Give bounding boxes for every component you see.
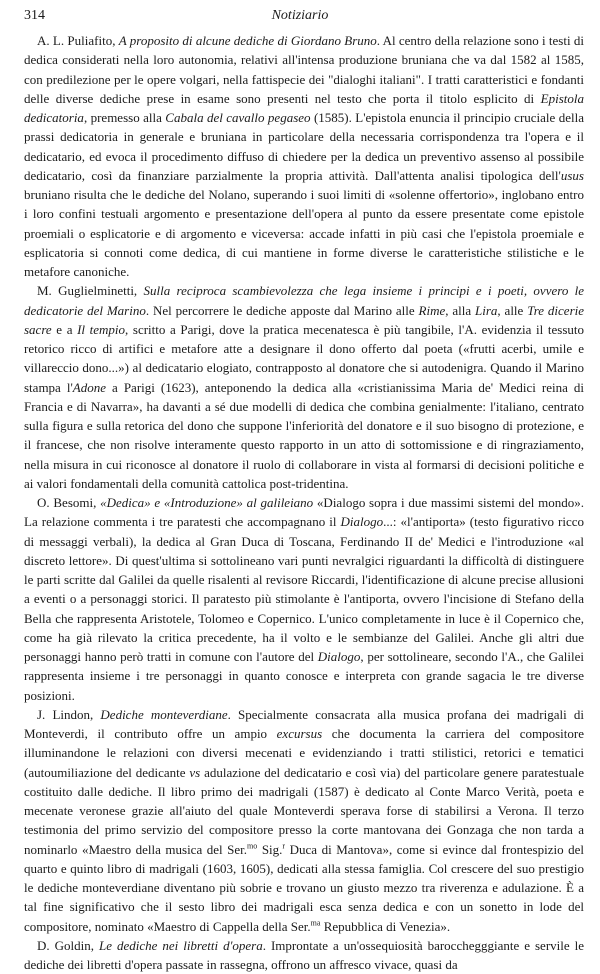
text-run: Duca di Mantova», come si evince dal frontespizio del quarto e quinto libro di madrigali (1603, 1605), dedicati alla stessa famiglia. Col crescere del suo prestigio le dediche monteverdiane diventano più sobrie e trovano un giusto mezzo tra riverenza e adulazione. È a tal fine significativo che il sesto libro dei madrigali esca senza dedica e con un sonetto in lode del compositore, nominato «Maestro di Cappella della Ser. <box>24 841 585 934</box>
text-run: M. Guglielminetti, <box>37 283 144 299</box>
text-run: O. Besomi, <box>37 495 101 510</box>
text-run: che documenta la carriera del compositore illuminandone le relazioni con diversi mecenati e evidenziando i tratti stilistici, retorici e tematici (autoumiliazione del dedicante <box>24 726 585 780</box>
italic-text: Lira <box>475 302 498 318</box>
text-run: bruniano risulta che le dediche del Nolano, superando i suoi limiti di «solenne offertorio», inglobano entro i loro confini testuali argomento e presentazione dell'opera al punto da essere presentate come epistole proemiali o esplicatorie e di argomento e viceversa: accade infatti in più casi che l'epistola proemiale e esplicatoria si connoti come dedica, di cui mantiene in forme diverse le caratteristiche stilistiche e le metafore canoniche. <box>24 187 584 279</box>
running-header <box>24 4 576 26</box>
italic-text: Epistola dedicatoria <box>24 90 584 125</box>
entry-guglielminetti <box>24 281 584 493</box>
text-run: . Al centro della relazione sono i testi di dedica considerati nella loro autonomia, relativi all'intensa produzione bruniana che va dal 1582 al 1585, con predilezione per le opere volgari, nella fattispecie dei "dialoghi italiani". I tratti caratteristici e fondanti delle diverse dediche prese in esame sono presenti nel testo che porta il titolo esplicito di <box>24 33 584 106</box>
italic-text: Tre dicerie sacre <box>24 302 585 337</box>
text-run: , premesso alla <box>83 110 166 125</box>
entry-lindon <box>24 705 584 936</box>
page-number: 314 <box>24 8 45 23</box>
text-run: ...: «l'antiporta» (testo figurativo ricco di messaggi verbali), la dedica al Gran Duca di Toscana, Ferdinando II de' Medici e l'introduzione «al discreto lettore». Di quest'ultima si sottolineano vari punti nevralgici riguardanti la difficoltà di distinguere le parti scritte dal Galilei da quelle risalenti al revisore Riccardi, l'identificazione di alcune precise allusioni a eventi o a personaggi storici. Il paratesto più stimolante è l'antiporta, ovvero l'incisione di Stefano della Bella che rappresenta Aristotele, Tolomeo e Copernico. L'unico completamente in luce è il Copernico che, come ha già rilevato la critica precedente, ha il volto e le sembianze del Galilei. Anche gli altri due personaggi hanno però tratti in comune con l'autore del <box>24 514 584 664</box>
text-run: a Parigi (1623), anteponendo la dedica alla «cristianissima Maria de' Medici reina di Francia e di Navarra», ha davanti a sé due modelli di dedica che combina genialmente: l'italiano, centrato sulla figura e sulla retorica del dono che suppone l'inferiorità del donatore e il suo bisogno di protezione, e il francese, che non risolve interamente questo rapporto in un atto di sottomissione e di ringraziamento, nella misura in cui riconosce al donatore il ruolo di collaborare in vista al formarsi di decisioni politiche e ai valori fondamentali della comunità cattolica post-tridentina. <box>24 379 584 491</box>
italic-text: Adone <box>72 379 107 395</box>
entry-goldin <box>24 936 584 974</box>
text-run: , alla <box>445 302 476 318</box>
text-run: . Nel percorrere le dediche apposte dal Marino alle <box>145 302 419 318</box>
italic-text: Rime <box>418 302 446 318</box>
superscript-text: mo <box>247 841 258 851</box>
italic-text: Dediche monteverdiane <box>100 706 228 722</box>
superscript-text: ma <box>310 918 321 928</box>
italic-text: Dialogo <box>340 514 384 530</box>
text-run: . Improntate a un'ossequiosità barocchegggiante e servile le dediche dei libretti d'opera passate in rassegna, offrono un affresco vivace, quasi da <box>24 937 585 972</box>
superscript-text: r <box>282 841 286 851</box>
text-run: J. Lindon, <box>37 706 101 722</box>
text-run: Repubblica di Venezia». <box>320 918 451 934</box>
italic-text: usus <box>560 167 584 183</box>
entry-besomi <box>24 493 584 705</box>
italic-text: «Dedica» e «Introduzione» al galileiano <box>100 495 314 510</box>
italic-text: Cabala del cavallo pegaseo <box>165 110 311 125</box>
running-title: Notiziario <box>271 8 329 23</box>
text-run: . Specialmente consacrata alla musica profana dei madrigali di Monteverdi, il contributo offre un ampio <box>24 706 584 741</box>
text-run: adulazione del dedicatario e così via) del particolare genere paratestuale costituito dalle dediche. Il libro primo dei madrigali (1587) è dedicato al Conte Marco Verità, poeta e mecenate veronese grazie all'aiuto del quale Monteverdi sperava forse di stabilirsi a Verona. Il terzo testimonia del primo servizio del compositore presso la corte mantovana dei Gonzaga che non tarda a nominarlo «Maestro della musica del Ser. <box>24 764 584 857</box>
text-run: (1585). L'epistola enuncia il principio cruciale della prassi dedicatoria in generale e bruniana in particolare della necessaria corrispondenza tra l'opera e il dedicatario, ed evoca il procedimento diffuso di chiedere per la dedica un preventivo assenso al possibile dedicatario, così da finanziare parzialmente la propria attività. Dall'attenta analisi tipologica dell' <box>24 110 584 183</box>
italic-text: vs <box>189 764 201 780</box>
italic-text: Il tempio <box>77 321 126 337</box>
entry-puliafito <box>24 31 584 281</box>
text-run: D. Goldin, <box>37 937 99 953</box>
text-run: , alle <box>497 302 528 318</box>
italic-text: Sulla reciproca scambievolezza che lega insieme i principi e i poeti, ovvero le dedicatorie del Marino <box>24 283 584 318</box>
italic-text: excursus <box>276 726 323 741</box>
italic-text: Le dediche nei libretti d'opera <box>98 937 263 953</box>
text-run: e a <box>51 321 78 337</box>
text-run: «Dialogo sopra i due massimi sistemi del mondo». La relazione commenta i tre paratesti che accompagnano il <box>24 495 584 530</box>
text-run: Sig. <box>257 841 283 857</box>
italic-text: A proposito di alcune dediche di Giordano Bruno <box>118 33 377 48</box>
text-run: A. L. Puliafito, <box>37 33 119 48</box>
italic-text: Dialogo <box>317 649 361 664</box>
notiziario-body <box>24 31 584 974</box>
text-run: , scritto a Parigi, dove la pratica mecenatesca è più tangibile, l'A. evidenzia il tessuto retorico ricco di artifici e metafore atte a designare il dono offerto dal poeta («frutti acerbi, umile e villareccio dono...») al dedicatario elogiato, contrapposto al donatore che si autodenigra. Quando il Marino stampa l' <box>24 321 585 395</box>
text-run: , per sottolineare, secondo l'A., che Galilei rappresenta insieme i tre personaggi in quanto conosce e interpreta con grande sagacia le tre diverse posizioni. <box>24 649 584 703</box>
